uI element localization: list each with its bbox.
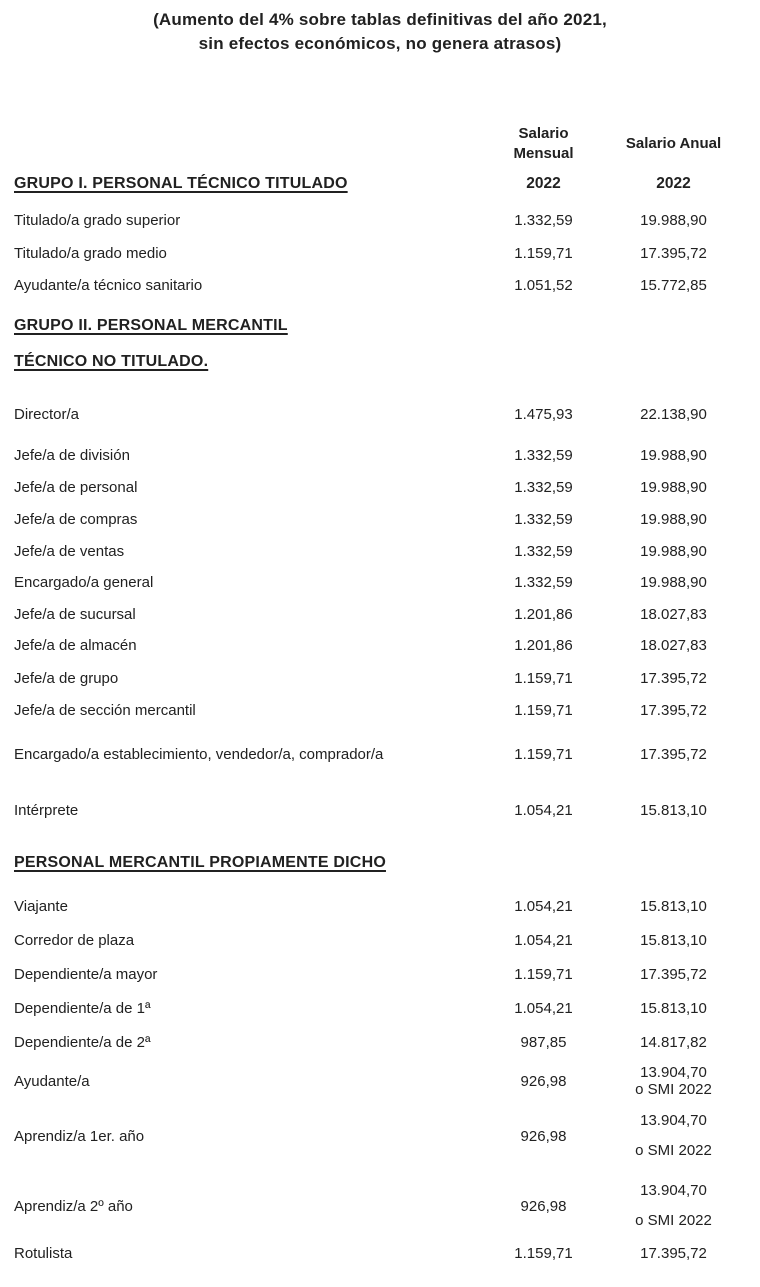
row-label: Dependiente/a de 1ª <box>14 1000 151 1017</box>
annual-value: 17.395,72 <box>640 670 707 687</box>
table-row <box>0 478 760 497</box>
table-row <box>0 636 760 655</box>
annual-value: 18.027,83 <box>640 637 707 654</box>
monthly-value: 1.332,59 <box>514 212 573 229</box>
monthly-value: 926,98 <box>520 1197 567 1215</box>
row-label: Titulado/a grado superior <box>14 212 181 229</box>
section-heading: GRUPO II. PERSONAL MERCANTIL <box>14 317 288 334</box>
row-label: Jefe/a de ventas <box>14 543 125 560</box>
row-label: Ayudante/a técnico sanitario <box>14 277 203 294</box>
page-title <box>0 0 760 56</box>
annual-value: 15.772,85 <box>640 277 707 294</box>
monthly-year: 2022 <box>526 175 561 192</box>
table-row <box>0 573 760 592</box>
monthly-value: 926,98 <box>520 1072 567 1090</box>
monthly-value: 1.159,71 <box>514 702 573 719</box>
annual-value: 19.988,90 <box>640 574 707 591</box>
row-label: Jefe/a de división <box>14 447 130 464</box>
monthly-value: 1.201,86 <box>514 637 573 654</box>
row-label: Viajante <box>14 898 68 915</box>
section-heading-row <box>0 853 760 872</box>
table-row <box>0 405 760 424</box>
table-row <box>0 897 760 916</box>
section-heading-row <box>0 352 760 371</box>
column-header-annual: Salario Anual <box>625 135 722 152</box>
monthly-value: 1.332,59 <box>514 479 573 496</box>
annual-value: 18.027,83 <box>640 606 707 623</box>
table-body <box>0 174 760 1263</box>
monthly-value: 1.159,71 <box>514 1245 573 1262</box>
table-row <box>0 542 760 561</box>
monthly-value: 1.332,59 <box>514 543 573 560</box>
annual-value: 15.813,10 <box>640 1000 707 1017</box>
row-label: Aprendiz/a 1er. año <box>14 1127 145 1145</box>
monthly-value: 1.054,21 <box>514 1000 573 1017</box>
monthly-value: 1.159,71 <box>514 746 573 763</box>
row-label: Dependiente/a mayor <box>14 966 158 983</box>
annual-value <box>601 1176 746 1236</box>
annual-value: 22.138,90 <box>640 406 707 423</box>
monthly-value: 926,98 <box>520 1127 567 1145</box>
table-row <box>0 745 760 764</box>
row-label: Jefe/a de grupo <box>14 670 119 687</box>
monthly-value: 1.201,86 <box>514 606 573 623</box>
monthly-value: 1.054,21 <box>514 932 573 949</box>
table-header <box>0 124 760 164</box>
table-row <box>0 669 760 688</box>
annual-value-line1: 13.904,70 <box>640 1182 707 1199</box>
annual-value: 17.395,72 <box>640 702 707 719</box>
table-row <box>0 701 760 720</box>
row-label: Rotulista <box>14 1245 73 1262</box>
table-row <box>0 211 760 230</box>
monthly-value: 1.051,52 <box>514 277 573 294</box>
table-row <box>0 446 760 465</box>
monthly-value: 1.054,21 <box>514 898 573 915</box>
monthly-value: 1.332,59 <box>514 574 573 591</box>
annual-value-line2: o SMI 2022 <box>635 1142 712 1159</box>
row-label: Dependiente/a de 2ª <box>14 1034 151 1051</box>
table-row <box>0 605 760 624</box>
annual-value: 19.988,90 <box>640 543 707 560</box>
page-title-line1: (Aumento del 4% sobre tablas definitivas del año 2021, <box>153 10 607 29</box>
annual-value: 17.395,72 <box>640 966 707 983</box>
annual-value-line1: 13.904,70 <box>640 1064 707 1081</box>
table-row <box>0 999 760 1018</box>
annual-value <box>601 1064 746 1098</box>
table-row <box>0 510 760 529</box>
monthly-value: 987,85 <box>520 1034 567 1051</box>
annual-value: 15.813,10 <box>640 802 707 819</box>
monthly-value: 1.159,71 <box>514 966 573 983</box>
row-label: Titulado/a grado medio <box>14 245 167 262</box>
annual-value: 17.395,72 <box>640 245 707 262</box>
monthly-value: 1.475,93 <box>514 406 573 423</box>
row-label: Encargado/a general <box>14 574 154 591</box>
annual-value: 15.813,10 <box>640 898 707 915</box>
table-row <box>0 276 760 295</box>
row-label: Jefe/a de compras <box>14 511 138 528</box>
salary-table <box>0 124 760 1263</box>
row-label: Jefe/a de personal <box>14 479 138 496</box>
table-row <box>0 1106 760 1166</box>
table-row <box>0 1033 760 1052</box>
section-heading-row <box>0 174 760 193</box>
row-label: Aprendiz/a 2º año <box>14 1197 133 1215</box>
table-row <box>0 965 760 984</box>
row-label: Intérprete <box>14 802 79 819</box>
monthly-value: 1.054,21 <box>514 802 573 819</box>
annual-value: 19.988,90 <box>640 447 707 464</box>
row-label: Jefe/a de almacén <box>14 637 137 654</box>
monthly-value: 1.332,59 <box>514 511 573 528</box>
table-row <box>0 1064 760 1098</box>
table-row <box>0 801 760 820</box>
monthly-value: 1.159,71 <box>514 670 573 687</box>
column-header-monthly: Salario Mensual <box>513 125 574 162</box>
section-heading: PERSONAL MERCANTIL PROPIAMENTE DICHO <box>14 854 386 871</box>
table-row <box>0 244 760 263</box>
annual-value: 17.395,72 <box>640 1245 707 1262</box>
monthly-value: 1.332,59 <box>514 447 573 464</box>
annual-value-line2: o SMI 2022 <box>635 1212 712 1229</box>
row-label: Encargado/a establecimiento, vendedor/a, comprador/a <box>14 746 384 763</box>
page-title-line2: sin efectos económicos, no genera atrasos) <box>198 34 562 53</box>
annual-value: 19.988,90 <box>640 212 707 229</box>
row-label: Director/a <box>14 406 80 423</box>
section-heading: TÉCNICO NO TITULADO. <box>14 353 209 370</box>
table-row <box>0 1244 760 1263</box>
annual-value-line2: o SMI 2022 <box>635 1081 712 1098</box>
table-row <box>0 931 760 950</box>
section-heading-row <box>0 316 760 335</box>
annual-value: 17.395,72 <box>640 746 707 763</box>
table-row <box>0 1176 760 1236</box>
annual-value: 14.817,82 <box>640 1034 707 1051</box>
annual-value: 19.988,90 <box>640 479 707 496</box>
section-heading: GRUPO I. PERSONAL TÉCNICO TITULADO <box>14 175 348 192</box>
annual-value: 19.988,90 <box>640 511 707 528</box>
annual-year: 2022 <box>656 175 691 192</box>
row-label: Jefe/a de sucursal <box>14 606 136 623</box>
monthly-value: 1.159,71 <box>514 245 573 262</box>
annual-value: 15.813,10 <box>640 932 707 949</box>
row-label: Jefe/a de sección mercantil <box>14 702 196 719</box>
row-label: Corredor de plaza <box>14 932 135 949</box>
annual-value <box>601 1106 746 1166</box>
annual-value-line1: 13.904,70 <box>640 1112 707 1129</box>
row-label: Ayudante/a <box>14 1072 90 1090</box>
